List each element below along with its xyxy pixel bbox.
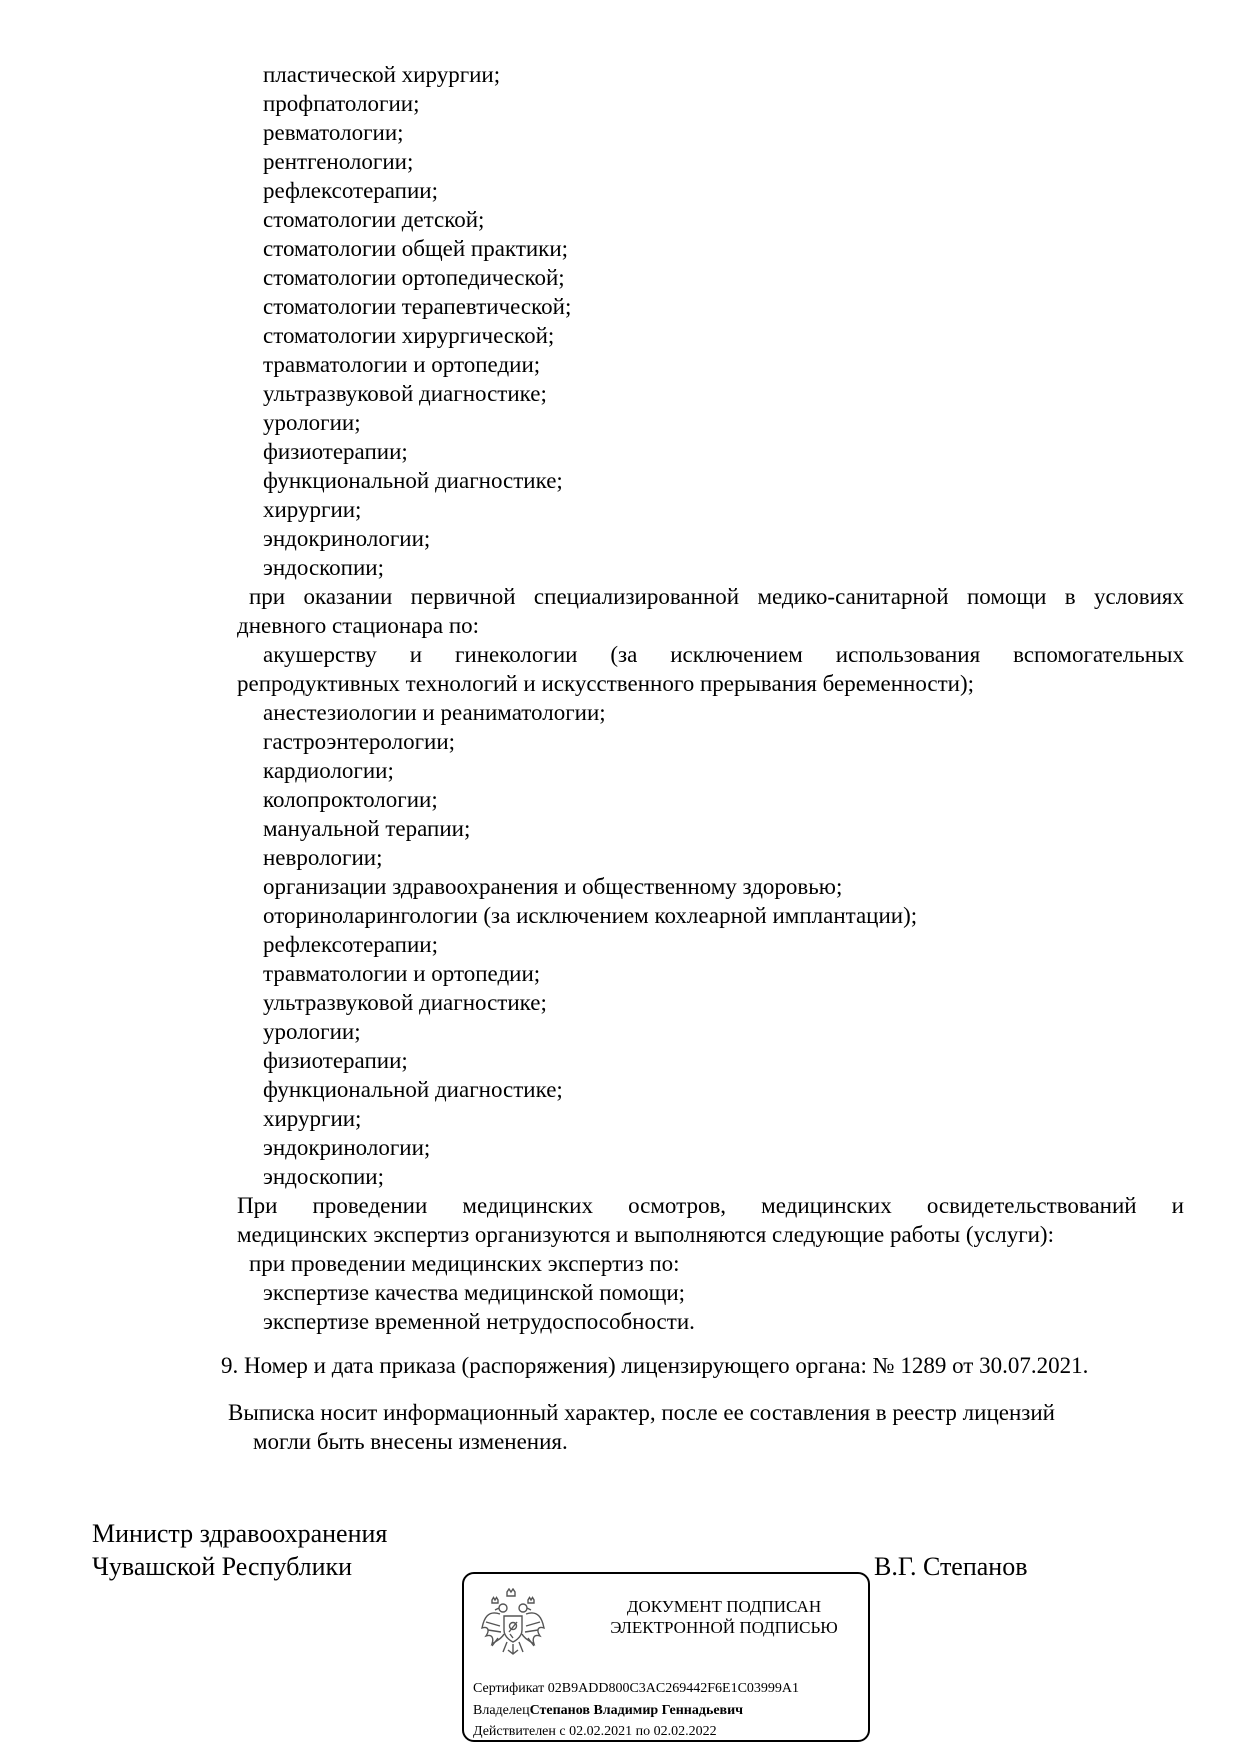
signer-region: Чувашской Республики <box>92 1552 353 1581</box>
list-item: травматологии и ортопедии; <box>263 961 541 986</box>
owner-line <box>473 1702 743 1719</box>
list-item: колопроктологии; <box>263 787 438 812</box>
list-item: эндокринологии; <box>263 526 431 551</box>
list-item: неврологии; <box>263 845 383 870</box>
list-item: экспертизе качества медицинской помощи; <box>263 1280 686 1305</box>
certificate-value: 02B9ADD800C3AC269442F6E1C03999A1 <box>547 1681 800 1696</box>
list-item: анестезиологии и реаниматологии; <box>263 700 606 725</box>
notice-text: Выписка носит информационный характер, после ее составления в реестр лицензий <box>228 1400 1055 1425</box>
list-item: рефлексотерапии; <box>263 178 438 203</box>
list-item: экспертизе временной нетрудоспособности. <box>263 1309 695 1334</box>
day-hospital-intro: при оказании первичной специализированной медико-санитарной помощи в условиях <box>249 584 1184 609</box>
owner-value: Степанов Владимир Геннадьевич <box>529 1703 744 1718</box>
obstetrics-item-cont: репродуктивных технологий и искусственного прерывания беременности); <box>237 671 975 696</box>
notice-text-cont: могли быть внесены изменения. <box>253 1429 568 1454</box>
list-item: мануальной терапии; <box>263 816 471 841</box>
list-item: эндоскопии; <box>263 1164 384 1189</box>
list-item: урологии; <box>263 1019 361 1044</box>
list-item: рентгенологии; <box>263 149 414 174</box>
list-item: стоматологии хирургической; <box>263 323 555 348</box>
list-item: профпатологии; <box>263 91 420 116</box>
list-item: кардиологии; <box>263 758 394 783</box>
day-hospital-intro-cont: дневного стационара по: <box>237 613 480 638</box>
list-item: эндокринологии; <box>263 1135 431 1160</box>
list-item: ультразвуковой диагностике; <box>263 990 547 1015</box>
list-item: физиотерапии; <box>263 439 408 464</box>
owner-label: Владелец <box>473 1703 530 1718</box>
list-item: хирургии; <box>263 1106 362 1131</box>
list-item: ультразвуковой диагностике; <box>263 381 547 406</box>
list-item: стоматологии детской; <box>263 207 485 232</box>
exams-paragraph: При проведении медицинских осмотров, медицинских освидетельствований и <box>237 1193 1184 1218</box>
validity-line: Действителен с 02.02.2021 по 02.02.2022 <box>473 1724 717 1739</box>
list-item: урологии; <box>263 410 361 435</box>
list-item: пластической хирургии; <box>263 62 501 87</box>
list-item: физиотерапии; <box>263 1048 408 1073</box>
list-item: стоматологии терапевтической; <box>263 294 572 319</box>
list-item: стоматологии ортопедической; <box>263 265 565 290</box>
russian-coat-of-arms-icon <box>480 1588 546 1658</box>
list-item: ревматологии; <box>263 120 404 145</box>
order-number-line: 9. Номер и дата приказа (распоряжения) лицензирующего органа: № 1289 от 30.07.2021. <box>221 1353 1089 1378</box>
list-item: рефлексотерапии; <box>263 932 438 957</box>
list-item: организации здравоохранения и общественному здоровью; <box>263 874 843 899</box>
signer-position: Министр здравоохранения <box>92 1519 388 1548</box>
list-item: функциональной диагностике; <box>263 1077 563 1102</box>
signer-name: В.Г. Степанов <box>874 1552 1028 1581</box>
list-item: гастроэнтерологии; <box>263 729 456 754</box>
list-item: травматологии и ортопедии; <box>263 352 541 377</box>
certificate-label: Сертификат <box>473 1681 545 1696</box>
list-item: хирургии; <box>263 497 362 522</box>
list-item: эндоскопии; <box>263 555 384 580</box>
list-item: стоматологии общей практики; <box>263 236 569 261</box>
electronic-signature-stamp <box>462 1572 870 1742</box>
stamp-title: ДОКУМЕНТ ПОДПИСАН <box>626 1597 822 1616</box>
certificate-line <box>473 1680 799 1697</box>
exams-intro: при проведении медицинских экспертиз по: <box>249 1251 680 1276</box>
obstetrics-item: акушерству и гинекологии (за исключением использования вспомогательных <box>263 642 1184 667</box>
stamp-subtitle: ЭЛЕКТРОННОЙ ПОДПИСЬЮ <box>610 1618 838 1637</box>
exams-paragraph-cont: медицинских экспертиз организуются и выполняются следующие работы (услуги): <box>237 1222 1054 1247</box>
list-item: оториноларингологии (за исключением кохлеарной имплантации); <box>263 903 918 928</box>
list-item: функциональной диагностике; <box>263 468 563 493</box>
